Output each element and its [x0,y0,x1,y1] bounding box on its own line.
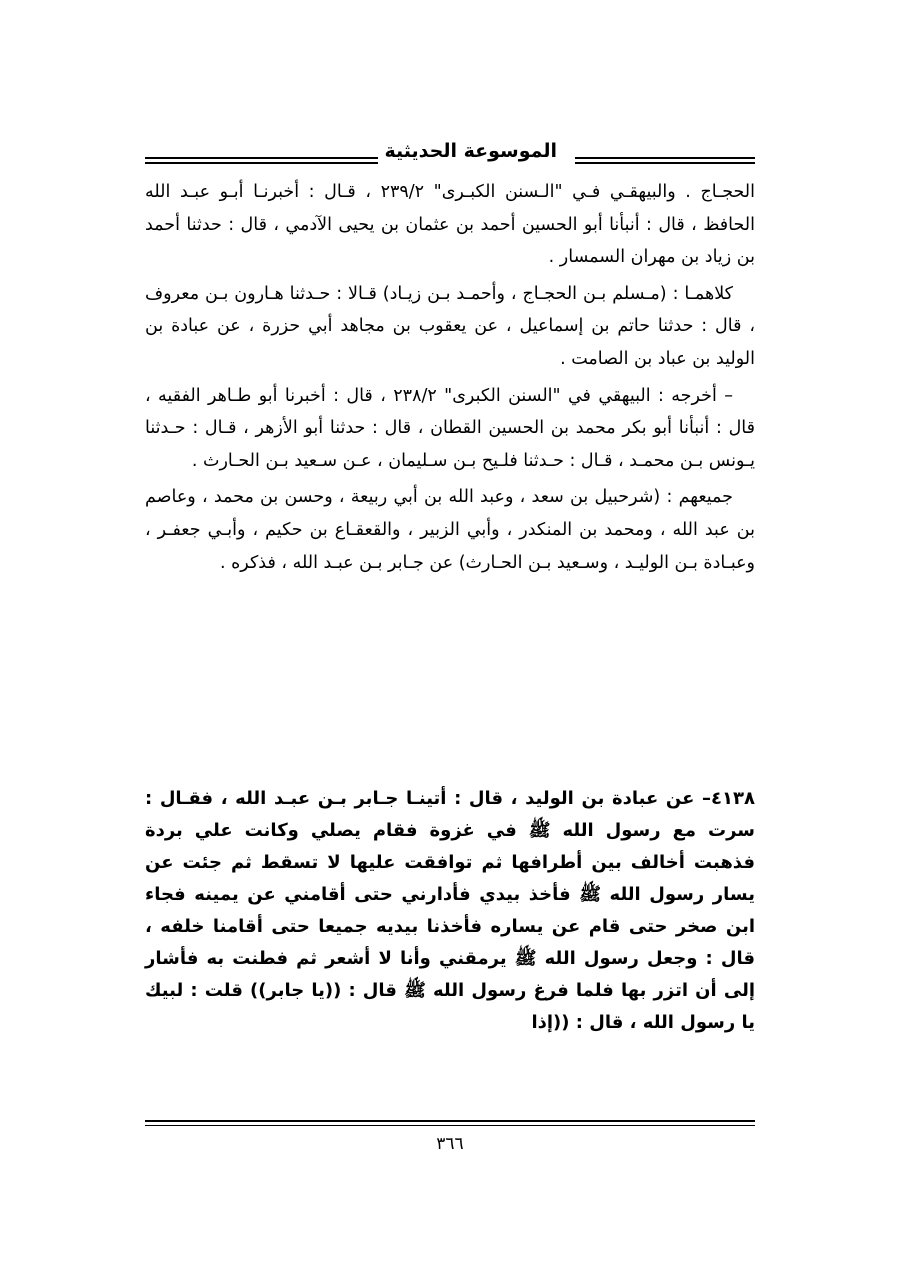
header-rule-right [575,157,755,164]
hadith-entry [145,783,755,1039]
hadith-text: عن عبادة بن الوليد ، قال : أتينـا جـابر بـن عبـد الله ، فقـال : سرت مع رسول الله ﷺ في غزوة فقام يصلي وكانت علي بردة فذهبت أخالف بين أطرافها ثم توافقت عليها لا تسقط ثم جئت عن يسار رسول الله ﷺ فأخذ بيدي فأدارني حتى أقامني عن يمينه فجاء ابن صخر حتى قام عن يساره فأخذنا بيديه جميعا حتى أقامنا خلفه ، قال : وجعل رسول الله ﷺ يرمقني وأنا لا أشعر ثم فطنت به فأشار إلى أن اتزر بها فلما فرغ رسول الله ﷺ قال : ((يا جابر)) قلت : لبيك يا رسول الله ، قال : ((إذا [145,788,755,1033]
book-page [145,138,755,1158]
paragraph: – أخرجه : البيهقي في "السنن الكبرى" ٢٣٨/٢ ، قال : أخبرنا أبو طـاهر الفقيه ، قال : أنبأنا أبو بكر محمد بن الحسين القطان ، قال : حدثنا أبو الأزهر ، قـال : حـدثنا يـونس بـن محمـد ، قـال : حـدثنا فلـيح بـن سـليمان ، عـن سـعيد بـن الحـارث . [145,385,755,471]
hadith-dash: – [694,788,712,809]
running-header [145,138,755,174]
header-rule-left [145,157,378,164]
hadith-number: ٤١٣٨ [711,788,755,809]
paragraph: جميعهم : (شرحبيل بن سعد ، وعبد الله بن أبي ربيعة ، وحسن بن محمد ، وعاصم بن عبد الله ، ومحمد بن المنكدر ، وأبي الزبير ، والقعقـاع بن حكيم ، وأبـي جعفـر ، وعبـادة بـن الوليـد ، وسـعيد بـن الحـارث) عن جـابر بـن عبـد الله ، فذكره . [145,487,755,573]
takhrij-text [145,176,755,583]
footer-rule [145,1120,755,1126]
paragraph: كلاهمـا : (مـسلم بـن الحجـاج ، وأحمـد بـن زيـاد) قـالا : حـدثنا هـارون بـن معروف ، قال : حدثنا حاتم بن إسماعيل ، عن يعقوب بن مجاهد أبي حزرة ، عن عبادة بن الوليد بن عباد بن الصامت . [145,283,755,369]
paragraph: الحجـاج . والبيهقـي فـي "الـسنن الكبـرى" ٢٣٩/٢ ، قـال : أخبرنـا أبـو عبـد الله الحافظ ، قال : أنبأنا أبو الحسين أحمد بن عثمان بن يحيى الآدمي ، قال : حدثنا أحمد بن زياد بن مهران السمسار . [145,182,755,268]
page-number: ٣٦٦ [436,1134,464,1154]
hadith-paragraph [145,783,755,1039]
header-title: الموسوعة الحديثية [384,140,557,162]
